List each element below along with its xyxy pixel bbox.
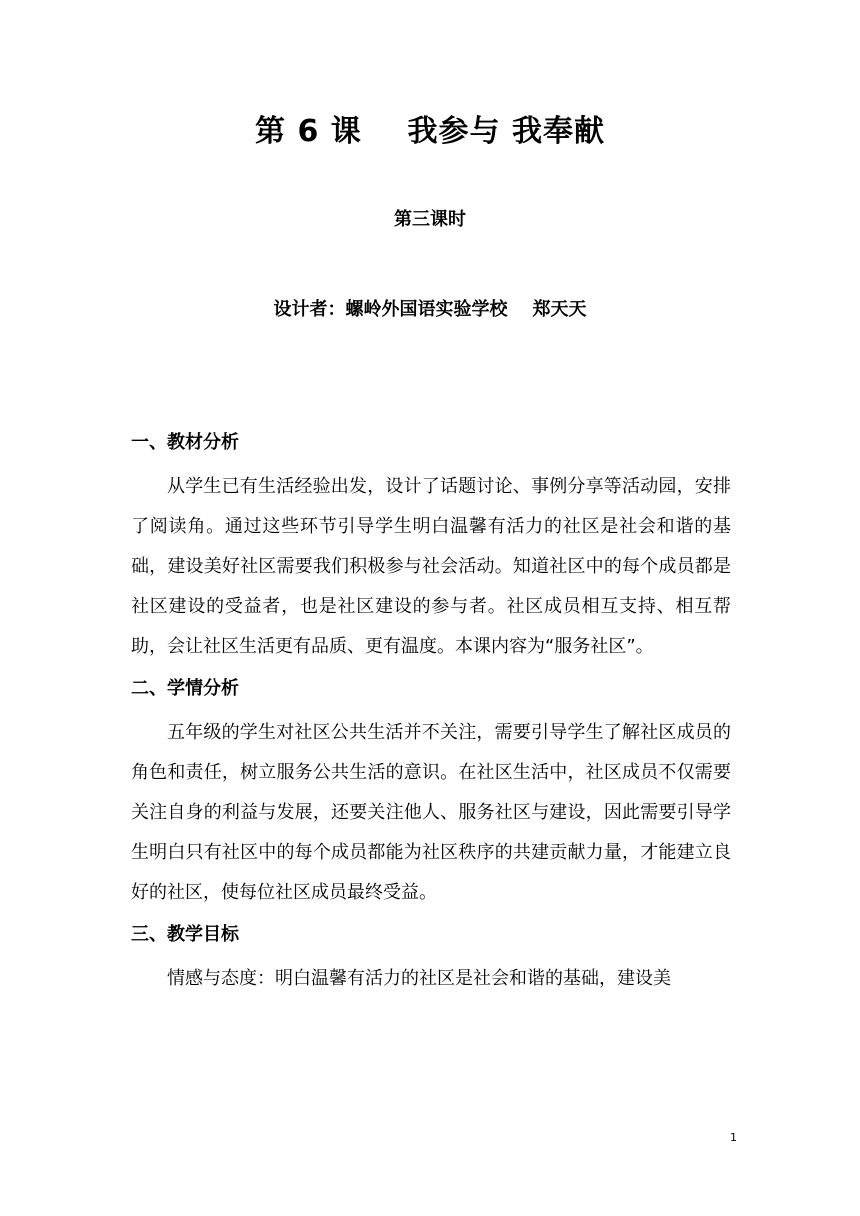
- section-body-teaching-goals: 情感与态度：明白温馨有活力的社区是社会和谐的基础，建设美: [167, 968, 671, 989]
- section-heading-textbook-analysis: 一、教材分析: [131, 432, 239, 453]
- section-heading-teaching-goals: 三、教学目标: [131, 924, 239, 945]
- lesson-title: 第 6 课 我参与 我奉献: [255, 114, 605, 149]
- designer-line: 设计者：螺岭外国语实验学校 郑天天: [273, 299, 587, 320]
- section-heading-student-analysis: 二、学情分析: [131, 678, 239, 699]
- section-body-textbook-analysis: 从学生已有生活经验出发，设计了话题讨论、事例分享等活动园，安排了阅读角。通过这些环节引导学生明白温馨有活力的社区是社会和谐的基础，建设美好社区需要我们积极参与社会活动。知道社区中的每个成员都是社区建设的受益者，也是社区建设的参与者。社区成员相互支持、相互帮助，会让社区生活更有品质、更有温度。本课内容为“服务社区”。: [131, 476, 731, 657]
- document-body: [131, 425, 731, 999]
- lesson-subtitle: 第三课时: [394, 209, 466, 230]
- section-body-student-analysis: 五年级的学生对社区公共生活并不关注，需要引导学生了解社区成员的角色和责任，树立服务公共生活的意识。在社区生活中，社区成员不仅需要关注自身的利益与发展，还要关注他人、服务社区与建设，因此需要引导学生明白只有社区中的每个成员都能为社区秩序的共建贡献力量，才能建立良好的社区，使每位社区成员最终受益。: [131, 722, 731, 903]
- page-number: 1: [730, 1131, 737, 1144]
